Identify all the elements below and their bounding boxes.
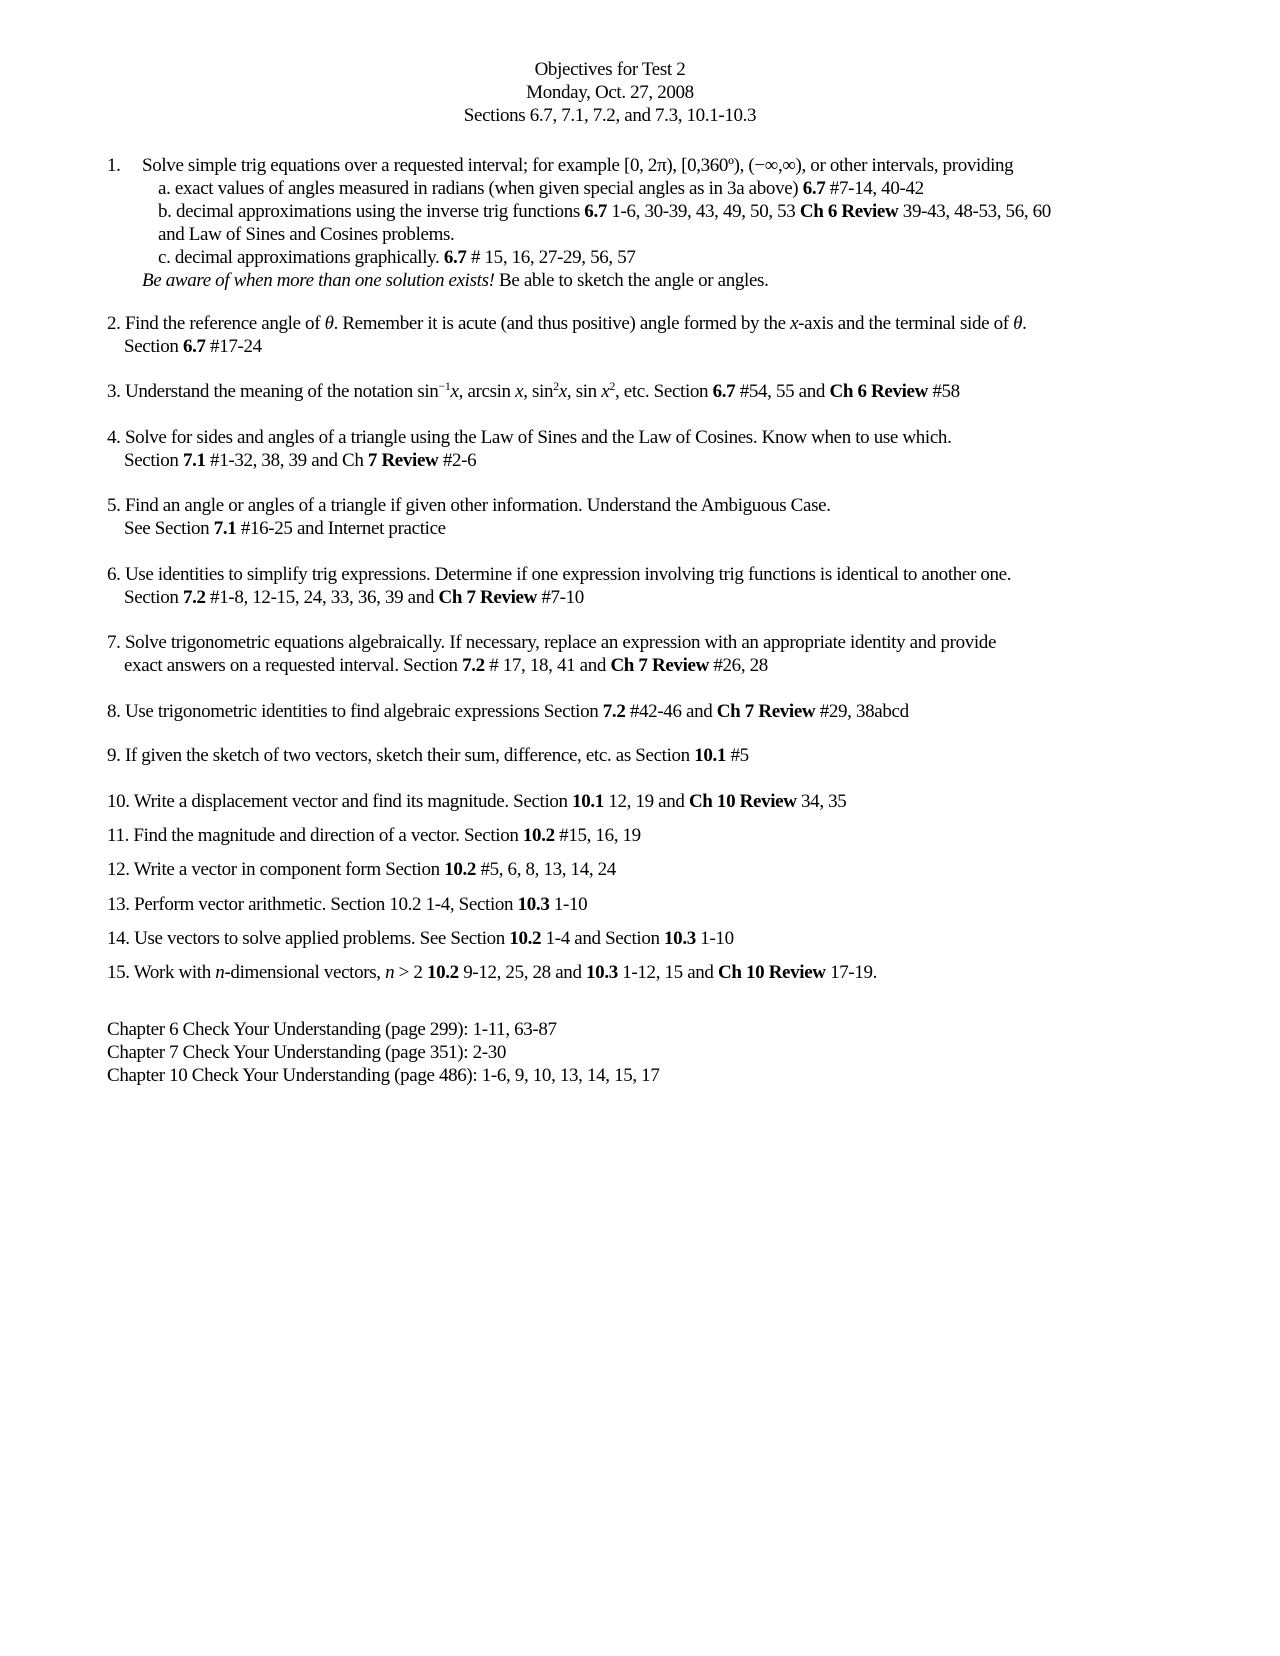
text-segment: 9. If given the sketch of two vectors, sketch their sum, difference, etc. as Section [107, 745, 695, 766]
bold-reference: 6.7 [712, 381, 736, 402]
item-1 [142, 154, 1013, 177]
bold-reference: 10.2 [509, 928, 542, 949]
text-segment: Chapter 10 Check Your Understanding (page 486): 1-6, 9, 10, 13, 14, 15, 17 [107, 1065, 660, 1086]
text-segment: 1. [107, 155, 121, 176]
bold-reference: 7.2 [182, 587, 206, 608]
text-segment: 13. Perform vector arithmetic. Section 10.2 1-4, Section [107, 894, 518, 915]
bold-reference: 10.2 [444, 859, 477, 880]
text-segment: 2. Find the reference angle of [107, 313, 325, 334]
italic-text: Be aware of when more than one solution exists! [142, 270, 495, 291]
italic-text: x [601, 381, 610, 402]
item-6 [107, 563, 1011, 586]
bold-reference: 6.7 [802, 178, 826, 199]
text-segment: and Law of Sines and Cosines problems. [158, 224, 455, 245]
text-segment: a. exact values of angles measured in radians (when given special angles as in 3a above) [158, 178, 803, 199]
text-segment: # 15, 16, 27-29, 56, 57 [466, 247, 636, 268]
text-segment: 17-19. [825, 962, 878, 983]
text-segment: . Remember it is acute (and thus positive) angle formed by the [333, 313, 791, 334]
bold-reference: Ch 6 Review [829, 381, 928, 402]
item-4 [107, 426, 951, 449]
text-segment: #26, 28 [708, 655, 768, 676]
item-2-cont [124, 335, 262, 358]
text-segment: #42-46 and [625, 701, 717, 722]
italic-text: x [790, 313, 799, 334]
text-segment: Section [124, 450, 183, 471]
bold-reference: 10.2 [426, 962, 459, 983]
check-ch10 [107, 1064, 659, 1087]
text-segment: 1-12, 15 and [617, 962, 718, 983]
superscript: 2 [609, 379, 615, 393]
bold-reference: 10.3 [664, 928, 696, 949]
item-3 [107, 380, 960, 403]
item-1c [158, 246, 636, 269]
bold-reference: 6.7 [182, 336, 206, 357]
text-segment: 1-10 [549, 894, 588, 915]
superscript: 2 [553, 379, 559, 393]
text-segment: 1-10 [695, 928, 734, 949]
italic-text: x [515, 381, 524, 402]
item-5 [107, 494, 831, 517]
italic-text: x [450, 381, 459, 402]
text-segment: 1-4 and Section [541, 928, 665, 949]
bold-reference: 6.7 [443, 247, 467, 268]
text-segment: 34, 35 [796, 791, 847, 812]
text-segment: > 2 [394, 962, 427, 983]
item-6-cont [124, 586, 584, 609]
item-14 [107, 927, 734, 950]
check-ch6 [107, 1018, 557, 1041]
text-segment: Section [124, 587, 183, 608]
document-date: Monday, Oct. 27, 2008 [526, 82, 694, 103]
text-segment: Chapter 7 Check Your Understanding (page 351): 2-30 [107, 1042, 507, 1063]
bold-reference: 10.1 [694, 745, 727, 766]
document-sections: Sections 6.7, 7.1, 7.2, and 7.3, 10.1-10.3 [463, 105, 757, 126]
text-segment: #17-24 [205, 336, 262, 357]
item-1b [158, 200, 1051, 223]
text-segment: 7. Solve trigonometric equations algebraically. If necessary, replace an expression with an appropriate identity and provide [107, 632, 997, 653]
bold-reference: 6.7 [584, 201, 607, 222]
text-segment: #5 [726, 745, 749, 766]
item-13 [107, 893, 587, 916]
text-segment: Be able to sketch the angle or angles. [494, 270, 769, 291]
text-segment: 9-12, 25, 28 and [458, 962, 587, 983]
item-7 [107, 631, 996, 654]
text-segment: 5. Find an angle or angles of a triangle if given other information. Understand the Ambiguous Case. [107, 495, 831, 516]
text-segment: , arcsin [458, 381, 516, 402]
text-segment: b. decimal approximations using the inverse trig functions [158, 201, 585, 222]
item-15 [107, 961, 877, 984]
text-segment: #7-14, 40-42 [825, 178, 924, 199]
text-segment: # 17, 18, 41 and [484, 655, 611, 676]
bold-reference: Ch 6 Review [799, 201, 899, 222]
item-5-cont [124, 517, 446, 540]
text-segment: #5, 6, 8, 13, 14, 24 [476, 859, 616, 880]
text-segment: 39-43, 48-53, 56, 60 [898, 201, 1051, 222]
text-segment: #2-6 [438, 450, 477, 471]
text-segment: 3. Understand the meaning of the notation sin [107, 381, 439, 402]
text-segment: #16-25 and Internet practice [236, 518, 446, 539]
text-segment: Section [124, 336, 183, 357]
text-segment: #7-10 [536, 587, 584, 608]
text-segment: 12, 19 and [603, 791, 689, 812]
text-segment: exact answers on a requested interval. Section [124, 655, 463, 676]
item-1-number [107, 154, 121, 177]
item-4-cont [124, 449, 476, 472]
bold-reference: Ch 10 Review [718, 962, 826, 983]
item-12 [107, 858, 616, 881]
item-10 [107, 790, 846, 813]
text-segment: c. decimal approximations graphically. [158, 247, 444, 268]
bold-reference: 10.1 [572, 791, 604, 812]
italic-text: θ [324, 313, 334, 334]
superscript: −1 [438, 379, 451, 393]
item-1a [158, 177, 924, 200]
text-segment: 14. Use vectors to solve applied problems. See Section [107, 928, 510, 949]
text-segment: 11. Find the magnitude and direction of a vector. Section [107, 825, 523, 846]
text-segment: -dimensional vectors, [224, 962, 386, 983]
text-segment: Solve simple trig equations over a requested interval; for example [0, 2π), [0,360º), (−∞,∞), or other intervals, providing [142, 155, 1014, 176]
item-9 [107, 744, 749, 767]
text-segment: , sin [566, 381, 602, 402]
text-segment: 1-6, 30-39, 43, 49, 50, 53 [607, 201, 800, 222]
bold-reference: 7.1 [213, 518, 237, 539]
italic-text: θ [1013, 313, 1023, 334]
text-segment: #1-32, 38, 39 and Ch [205, 450, 368, 471]
italic-text: n [385, 962, 395, 983]
document-title: Objectives for Test 2 [534, 59, 686, 80]
check-ch7 [107, 1041, 506, 1064]
bold-reference: 7.2 [602, 701, 626, 722]
item-8 [107, 700, 909, 723]
item-11 [107, 824, 641, 847]
item-1b-cont [158, 223, 454, 246]
text-segment: #15, 16, 19 [554, 825, 641, 846]
text-segment: , sin [523, 381, 554, 402]
text-segment: #1-8, 12-15, 24, 33, 36, 39 and [205, 587, 439, 608]
text-segment: , etc. Section [614, 381, 713, 402]
text-segment: 12. Write a vector in component form Section [107, 859, 445, 880]
item-7-cont [124, 654, 768, 677]
text-segment: See Section [124, 518, 214, 539]
text-segment: 15. Work with [107, 962, 216, 983]
bold-reference: 10.3 [517, 894, 550, 915]
text-segment: 6. Use identities to simplify trig expressions. Determine if one expression involving trig functions is identical to another one. [107, 564, 1012, 585]
bold-reference: 10.3 [586, 962, 618, 983]
bold-reference: 7 Review [367, 450, 439, 471]
bold-reference: 7.1 [182, 450, 206, 471]
italic-text: n [215, 962, 225, 983]
text-segment: . [1022, 313, 1027, 334]
item-1-note [142, 269, 769, 292]
italic-text: x [558, 381, 567, 402]
text-segment: #54, 55 and [735, 381, 830, 402]
bold-reference: Ch 7 Review [716, 701, 816, 722]
bold-reference: Ch 7 Review [610, 655, 709, 676]
bold-reference: 7.2 [462, 655, 485, 676]
text-segment: -axis and the terminal side of [798, 313, 1014, 334]
item-2 [107, 312, 1027, 335]
text-segment: 8. Use trigonometric identities to find algebraic expressions Section [107, 701, 603, 722]
text-segment: #58 [927, 381, 960, 402]
text-segment: 10. Write a displacement vector and find its magnitude. Section [107, 791, 573, 812]
text-segment: Chapter 6 Check Your Understanding (page 299): 1-11, 63-87 [107, 1019, 557, 1040]
bold-reference: Ch 7 Review [438, 587, 537, 608]
bold-reference: Ch 10 Review [688, 791, 797, 812]
bold-reference: 10.2 [522, 825, 555, 846]
text-segment: #29, 38abcd [815, 701, 909, 722]
text-segment: 4. Solve for sides and angles of a triangle using the Law of Sines and the Law of Cosines. Know when to use which. [107, 427, 952, 448]
